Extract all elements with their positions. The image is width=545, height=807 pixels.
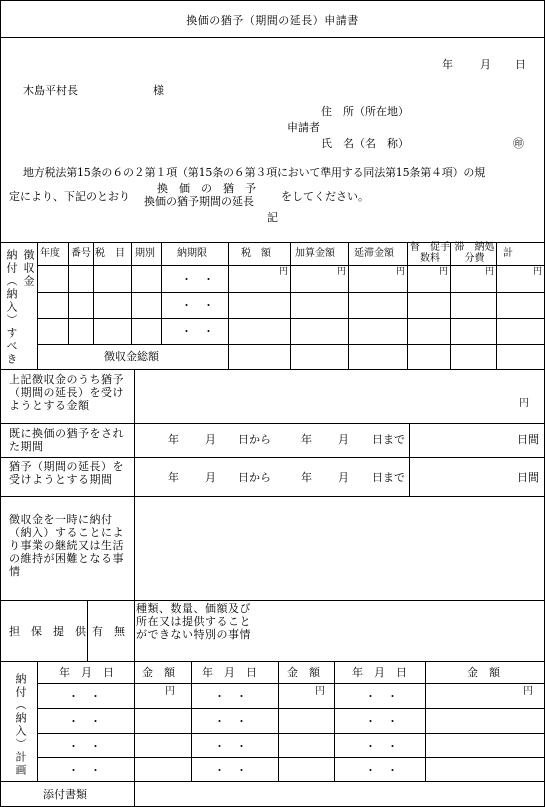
due-date-dots-1: ・ ・ <box>181 273 214 286</box>
plan-date-header-1: 年 月 日 <box>59 666 114 679</box>
date-day: 日 <box>515 58 526 71</box>
header-dunning-fee: 督 促手数料 <box>410 242 450 264</box>
plan-yen-1: 円 <box>165 686 175 697</box>
due-date-dots-3: ・ ・ <box>181 325 214 338</box>
plan-dots: ・ ・ <box>214 740 247 753</box>
granted-period-label: 既に換価の猶予をされた期間 <box>9 427 124 453</box>
plan-dots: ・ ・ <box>214 690 247 703</box>
request-to-month: 月 <box>338 471 349 484</box>
date-month: 月 <box>480 58 491 71</box>
plan-dots: ・ ・ <box>365 715 398 728</box>
granted-to-year: 年 <box>301 433 312 446</box>
ki-marker: 記 <box>267 211 278 224</box>
granted-to-day: 日まで <box>372 433 405 446</box>
granted-to-month: 月 <box>338 433 349 446</box>
header-delinquency: 延滞金額 <box>354 248 394 259</box>
plan-dots: ・ ・ <box>68 690 101 703</box>
plan-date-header-3: 年 月 日 <box>352 666 407 679</box>
plan-yen-3: 円 <box>523 686 533 697</box>
title-divider <box>1 37 544 38</box>
plan-amount-header-3: 金 額 <box>467 666 500 679</box>
request-from-year: 年 <box>168 471 179 484</box>
yen-tax: 円 <box>279 267 289 277</box>
yen-additional: 円 <box>337 267 347 277</box>
levy-total-label: 徴収金総額 <box>104 350 159 363</box>
applicant-name-label: 氏 名（名 称） <box>321 137 409 150</box>
yen-dunning: 円 <box>439 267 449 277</box>
applicant-label: 申請者 <box>287 121 320 134</box>
yen-disposition: 円 <box>485 267 495 277</box>
plan-dots: ・ ・ <box>365 764 398 777</box>
granted-from-month: 月 <box>205 433 216 446</box>
date-year: 年 <box>442 58 453 71</box>
plan-dots: ・ ・ <box>214 715 247 728</box>
header-tax-item: 税 目 <box>95 248 125 259</box>
collateral-label: 担 保 提 供 <box>9 625 86 638</box>
yen-delinquency: 円 <box>396 267 406 277</box>
form-title: 換価の猶予（期間の延長）申請書 <box>186 14 359 27</box>
yen-total: 円 <box>533 267 543 277</box>
granted-from-day: 日から <box>238 433 271 446</box>
header-tax-amount: 税 額 <box>241 248 271 259</box>
levy-side-label: 納付（納入）すべき <box>5 249 18 366</box>
plan-dots: ・ ・ <box>68 740 101 753</box>
plan-dots: ・ ・ <box>365 740 398 753</box>
choice-option-extension: 換価の猶予期間の延長 <box>144 195 254 208</box>
amount-yen: 円 <box>519 398 529 409</box>
header-disposition-fee: 滞 納処分費 <box>454 242 495 264</box>
header-due-date: 納期限 <box>177 248 207 259</box>
plan-amount-header-1: 金 額 <box>142 666 175 679</box>
plan-dots: ・ ・ <box>68 715 101 728</box>
amount-label: 上記徴収金のうち猶予（期間の延長）を受けようとする金額 <box>9 373 124 412</box>
plan-dots: ・ ・ <box>365 690 398 703</box>
header-number: 番号 <box>71 248 91 259</box>
body-line-2-suffix: をしてください。 <box>281 190 369 203</box>
request-to-year: 年 <box>301 471 312 484</box>
due-date-dots-2: ・ ・ <box>181 299 214 312</box>
addressee-name: 木島平村長 <box>23 84 78 97</box>
granted-from-year: 年 <box>168 433 179 446</box>
request-from-day: 日から <box>238 471 271 484</box>
plan-yen-2: 円 <box>315 686 325 697</box>
addressee-honorific: 様 <box>153 84 164 97</box>
applicant-address-label: 住 所（所在地） <box>321 105 409 118</box>
header-total: 計 <box>503 248 513 259</box>
plan-dots: ・ ・ <box>214 764 247 777</box>
request-from-month: 月 <box>205 471 216 484</box>
attachments-label: 添付書類 <box>43 788 87 801</box>
seal-mark: ㊞ <box>513 137 524 150</box>
header-period: 期別 <box>135 248 155 259</box>
collateral-detail-label: 種類、数量、価額及び所在又は提供することができない特別の事情 <box>136 602 251 641</box>
body-line-2-prefix: 定により、下記のとおり <box>9 190 130 203</box>
request-to-day: 日まで <box>372 471 405 484</box>
plan-side-label: 納付（納入）計画 <box>14 673 27 777</box>
levy-side-label-2: 徴収金 <box>22 249 35 288</box>
choice-option-deferral: 換 価 の 猶 予 <box>157 182 256 195</box>
header-additional: 加算金額 <box>295 248 335 259</box>
collateral-presence: 有 無 <box>92 625 125 638</box>
header-year: 年度 <box>40 248 60 259</box>
plan-date-header-2: 年 月 日 <box>202 666 257 679</box>
requested-period-label: 猶予（期間の延長）を受けようとする期間 <box>9 460 124 486</box>
body-line-1: 地方税法第15条の６の２第１項（第15条の６第３項において準用する同法第15条第４項）の規 <box>23 166 485 179</box>
plan-amount-header-2: 金 額 <box>287 666 320 679</box>
plan-dots: ・ ・ <box>68 764 101 777</box>
hardship-label: 徴収金を一時に納付（納入）することにより事業の継続又は生活の維持が困難となる事情 <box>9 513 124 578</box>
request-days: 日間 <box>517 471 539 484</box>
granted-days: 日間 <box>517 433 539 446</box>
